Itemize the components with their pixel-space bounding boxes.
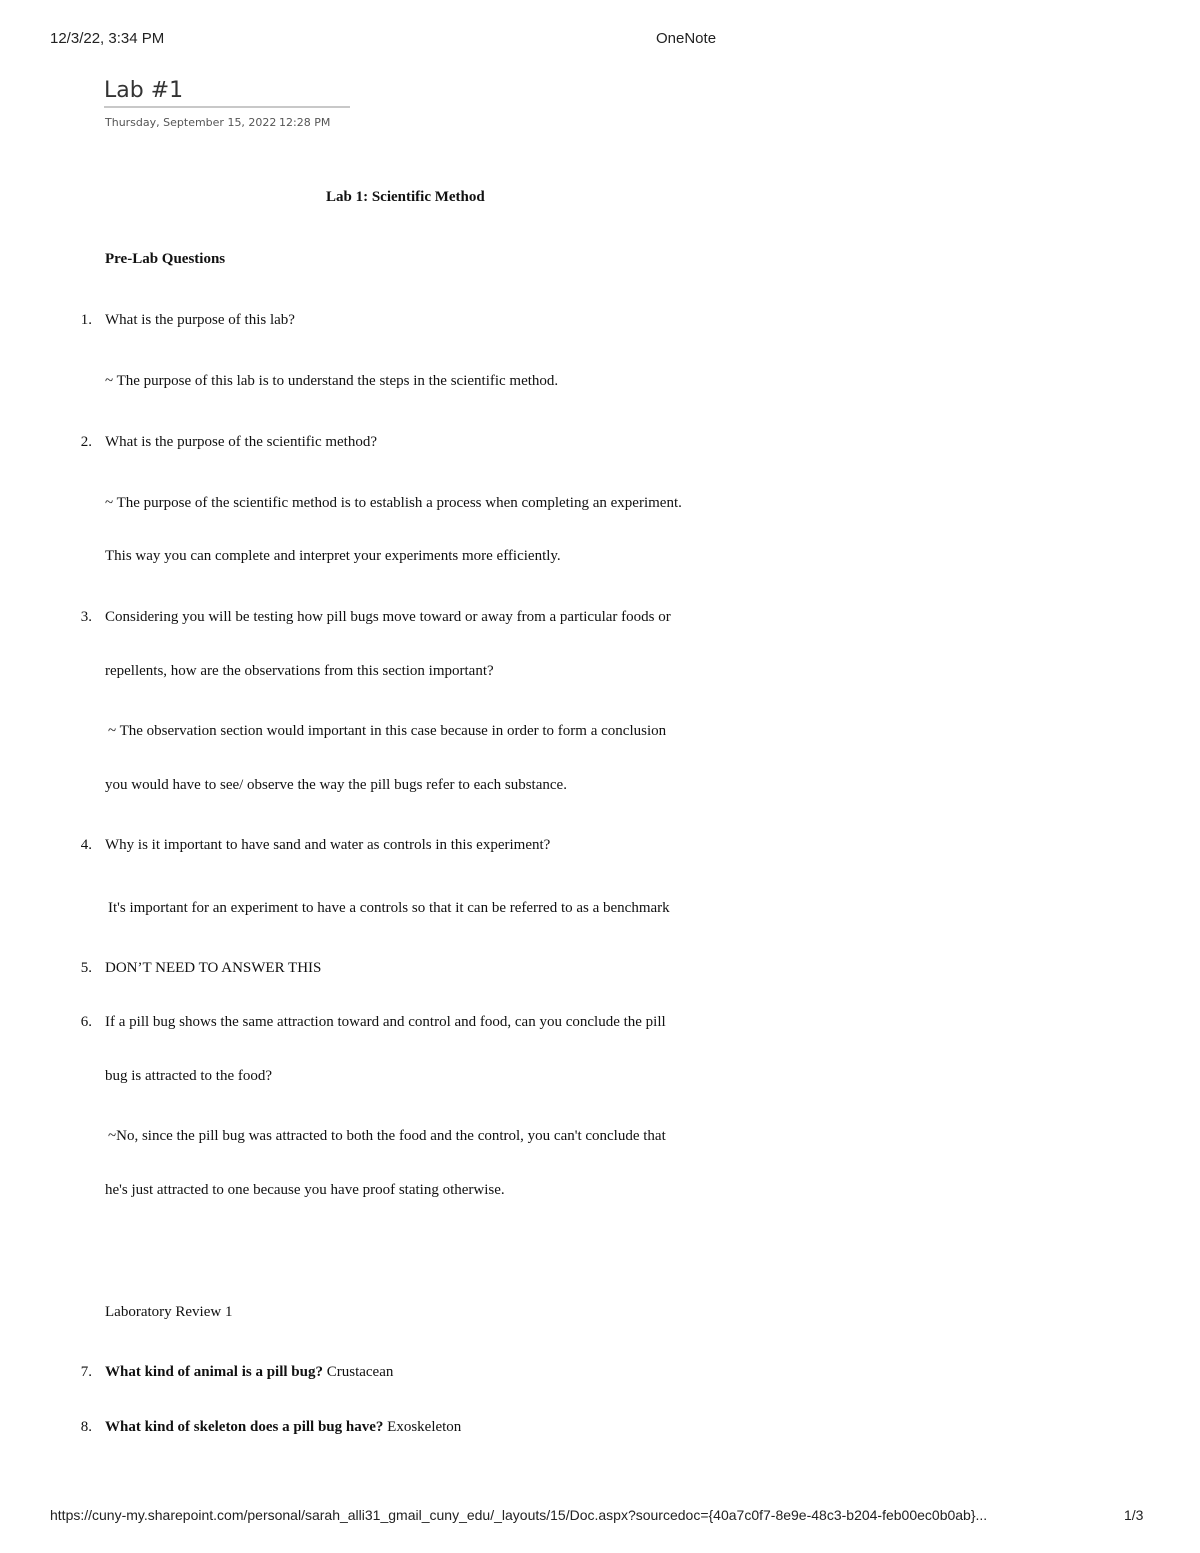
prelab-heading: Pre-Lab Questions	[105, 251, 226, 267]
question-text: What is the purpose of the scientific method?	[105, 434, 377, 450]
answer-text: ~ The purpose of this lab is to understand the steps in the scientific method.	[105, 373, 559, 389]
answer-text: This way you can complete and interpret your experiments more efficiently.	[105, 548, 561, 564]
title-underline	[104, 106, 350, 108]
question-text: Considering you will be testing how pill bugs move toward or away from a particular foods or	[105, 609, 671, 625]
answer-text: ~ The observation section would important in this case because in order to form a conclusion	[108, 723, 667, 739]
print-footer-url: https://cuny-my.sharepoint.com/personal/sarah_alli31_gmail_cuny_edu/_layouts/15/Doc.aspx?sourcedoc={40a7c0f7-8e9e-48c3-b204-feb00ec0b0ab}...	[50, 1507, 988, 1523]
page-created-date: Thursday, September 15, 2022	[105, 116, 277, 129]
question-text: bug is attracted to the food?	[105, 1068, 273, 1084]
question-number: 7.	[80, 1364, 92, 1380]
review-item	[105, 1419, 461, 1436]
review-item	[105, 1364, 393, 1381]
page-created-time: 12:28 PM	[279, 116, 331, 129]
page-title: Lab #1	[104, 78, 184, 103]
review-question: What kind of skeleton does a pill bug have?	[105, 1419, 384, 1435]
answer-text: ~No, since the pill bug was attracted to both the food and the control, you can't conclude that	[108, 1128, 666, 1144]
review-question: What kind of animal is a pill bug?	[105, 1364, 323, 1380]
print-datetime: 12/3/22, 3:34 PM	[50, 30, 165, 47]
question-text: repellents, how are the observations from this section important?	[105, 663, 494, 679]
answer-text: ~ The purpose of the scientific method is to establish a process when completing an experiment.	[105, 495, 682, 511]
question-text: What is the purpose of this lab?	[105, 312, 295, 328]
review-answer: Exoskeleton	[387, 1419, 462, 1435]
answer-text: It's important for an experiment to have a controls so that it can be referred to as a benchmark	[108, 900, 670, 916]
question-number: 1.	[80, 312, 92, 328]
question-number: 6.	[80, 1014, 92, 1030]
print-page-indicator: 1/3	[1124, 1507, 1144, 1523]
answer-text: he's just attracted to one because you have proof stating otherwise.	[105, 1182, 505, 1198]
question-number: 4.	[80, 837, 92, 853]
lab-title: Lab 1: Scientific Method	[326, 189, 485, 205]
question-text: DON’T NEED TO ANSWER THIS	[105, 960, 322, 976]
print-app-name: OneNote	[656, 30, 717, 47]
answer-text: you would have to see/ observe the way the pill bugs refer to each substance.	[105, 777, 567, 793]
question-number: 2.	[80, 434, 92, 450]
review-heading: Laboratory Review 1	[105, 1304, 233, 1320]
question-number: 3.	[80, 609, 92, 625]
question-text: If a pill bug shows the same attraction toward and control and food, can you conclude the pill	[105, 1014, 666, 1030]
review-answer: Crustacean	[326, 1364, 394, 1380]
question-number: 5.	[80, 960, 92, 976]
question-text: Why is it important to have sand and water as controls in this experiment?	[105, 837, 551, 853]
question-number: 8.	[80, 1419, 92, 1435]
